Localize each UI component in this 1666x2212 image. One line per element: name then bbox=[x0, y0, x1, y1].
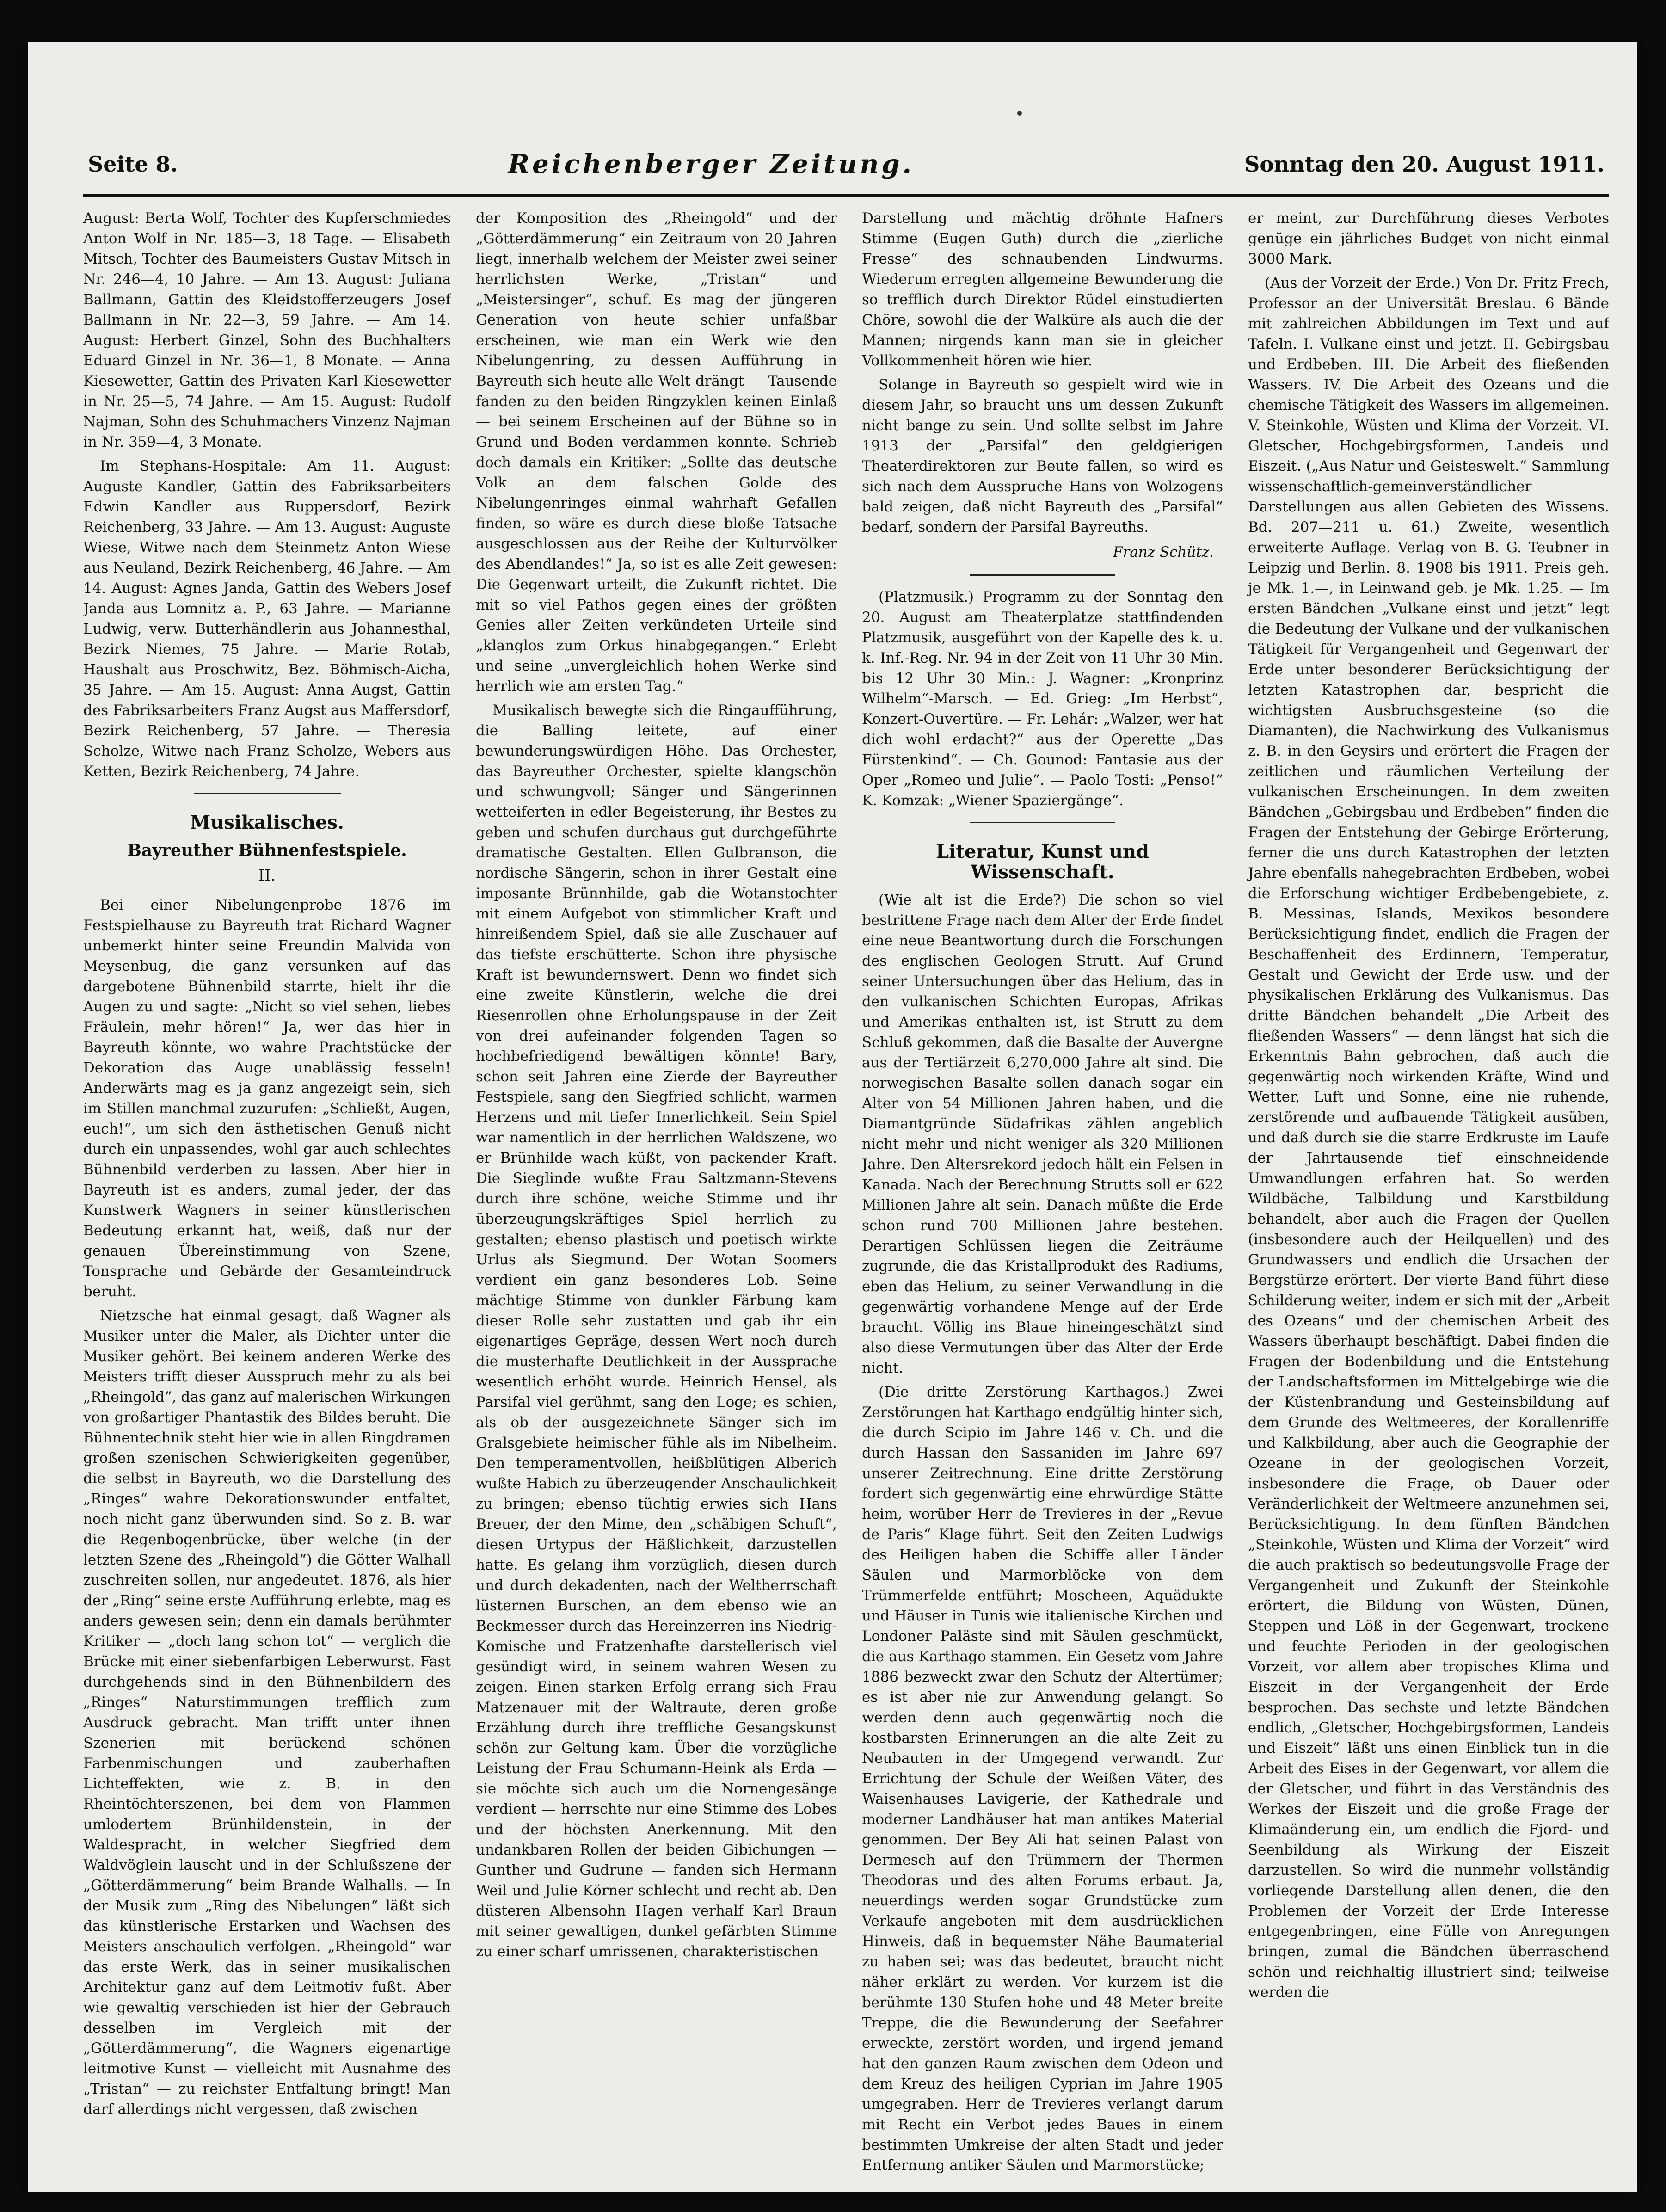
header-rule bbox=[83, 194, 1609, 197]
article-paragraph: Bei einer Nibelungenprobe 1876 im Festspielhause zu Bayreuth trat Richard Wagner unbemerkt hinter seine Freundin Malvida von Meysenbug, die ganz versunken auf das dargebotene Bühnenbild starrte, hielt ihr die Augen zu und sagte: „Nicht so viel sehen, liebes Fräulein, mehr hören!“ Ja, wer das hier in Bayreuth könnte, wo wahre Prachtstücke der Dekoration das Auge unablässig fesseln! Anderwärts mag es ja ganz angezeigt sein, sich im Stillen manchmal zuzurufen: „Schließt, Augen, euch!“, um sich den ästhetischen Genuß nicht durch ein unpassendes, wohl gar auch schlechtes Bühnenbild verderben zu lassen. Aber hier in Bayreuth ist es anders, zumal jeder, der das Kunstwerk Wagners in seiner künstlerischen Bedeutung erkannt hat, weiß, daß nur der genauen Übereinstimmung von Szene, Tonsprache und Gebärde der Gesamteindruck beruht. bbox=[83, 897, 451, 1300]
article-paragraph: Musikalisch bewegte sich die Ringaufführung, die Balling leitete, auf einer bewunderungswürdigen Höhe. Das Orchester, das Bayreuther Orchester, spielte klangschön und schwungvoll; Sänger und Sängerinnen wetteiferten in edler Begeisterung, ihr Bestes zu geben und schufen durchaus gut durchgeführte dramatische Gestalten. Ellen Gulbranson, die nordische Sängerin, schon in ihrer Gestalt eine imposante Brünnhilde, gab die Wotanstochter mit einem Aufgebot von stimmlicher Kraft und hinreißendem Spiel, daß sie alle Zuschauer auf das tiefste erschütterte. Schon ihre physische Kraft ist bewundernswert. Denn wo findet sich eine zweite Künstlerin, welche die drei Riesenrollen ohne Erholungspause in der Zeit von drei aufeinander folgenden Tagen so hochbefriedigend bewältigen könnte! Bary, schon seit Jahren eine Zierde der Bayreuther Festspiele, sang den Siegfried schlicht, warmen Herzens und mit tiefer Innerlichkeit. Sein Spiel war namentlich in der herrlichen Waldszene, wo er Brünhilde wach küßt, von packender Kraft. Die Sieglinde wußte Frau Saltzmann-Stevens durch ihre schöne, weiche Stimme und ihr überzeugungskräftiges Spiel herrlich zu gestalten; ebenso plastisch und poetisch wirkte Urlus als Siegmund. Der Wotan Soomers verdient ein ganz besonderes Lob. Seine mächtige Stimme von dunkler Färbung kam dieser Rolle sehr zustatten und gab ihr ein eigenartiges Gepräge, dessen Wert noch durch die musterhafte Deutlichkeit in der Aussprache wesentlich erhöht wurde. Heinrich Hensel, als Parsifal viel gerühmt, sang den Loge; es schien, als ob der ausgezeichnete Sänger sich im Gralsgebiete heimischer fühle als im Nibelheim. Den temperamentvollen, heißblütigen Alberich wußte Habich zu überzeugender Anschaulichkeit zu bringen; ebenso tüchtig erwies sich Hans Breuer, der den Mime, den „schäbigen Schuft“, diesen Urtypus der Häßlichkeit, darzustellen hatte. Es gelang ihm vorzüglich, diesen durch und durch dekadenten, nach der Weltherrschaft lüsternen Burschen, an dem ebenso wie an Beckmesser durch das Hereinzerren ins Niedrig-Komische und Fratzenhafte darstellerisch viel gesündigt wird, in seinem wahren Wesen zu zeigen. Einen starken Erfolg errang sich Frau Matzenauer mit der Waltraute, deren große Erzählung durch ihre treffliche Gesangskunst schön zur Geltung kam. Über die vorzügliche Leistung der Frau Schumann-Heink als Erda — sie möchte sich auch um die Nornengesänge verdient — herrschte nur eine Stimme des Lobes und der höchsten Anerkennung. Mit den undankbaren Rollen der beiden Gibichungen — Gunther und Gudrune — fanden sich Hermann Weil und Julie Körner schlecht und recht ab. Den düsteren Albensohn Hagen verhalf Karl Braun mit seiner gewaltigen, dunkel gefärbten Stimme zu einer scharf umrissenen, charakteristischen bbox=[476, 702, 837, 1960]
column-4 bbox=[1242, 208, 1609, 2174]
article-paragraph: der Komposition des „Rheingold“ und der „Götterdämmerung“ ein Zeitraum von 20 Jahren liegt, innerhalb welchem der Meister zwei seiner herrlichsten Werke, „Tristan“ und „Meistersinger“, schuf. Es mag der jüngeren Generation von heute schier unfaßbar erscheinen, wie man ein Werk wie den Nibelungenring, zu dessen Aufführung in Bayreuth sich heute alle Welt drängt — Tausende fanden zu den beiden Ringzyklen keinen Einlaß — bei seinem Erscheinen auf der Bühne so in Grund und Boden verdammen konnte. Schrieb doch damals ein Kritiker: „Sollte das deutsche Volk an dem falschen Golde des Nibelungenringes einmal wahrhaft Gefallen finden, so wäre es durch diese bloße Tatsache ausgeschlossen aus der Reihe der Kulturvölker des Abendlandes!“ Ja, so ist es alle Zeit gewesen: Die Gegenwart urteilt, die Zukunft richtet. Die mit so viel Pathos gegen eines der größten Genies aller Zeiten verkündeten Urteile sind „klanglos zum Orkus hinabgegangen.“ Erlebt und seine „unvergleichlich hohen Werke sind herrlich wie am ersten Tag.“ bbox=[476, 210, 837, 695]
death-notices: August: Berta Wolf, Tochter des Kupferschmiedes Anton Wolf in Nr. 185—3, 18 Tage. — Elisabeth Mitsch, Tochter des Baumeisters Gustav Mitsch in Nr. 246—4, 10 Jahre. — Am 13. August: Juliana Ballmann, Gattin des Kleidstofferzeugers Josef Ballmann in Nr. 22—3, 59 Jahre. — Am 14. August: Herbert Ginzel, Sohn des Buchhalters Eduard Ginzel in Nr. 36—1, 8 Monate. — Anna Kiesewetter, Gattin des Privaten Karl Kiesewetter in Nr. 25—5, 74 Jahre. — Am 15. August: Rudolf Najman, Sohn des Schuhmachers Vinzenz Najman in Nr. 359—4, 3 Monate. bbox=[83, 210, 451, 450]
article-paragraph: er meint, zur Durchführung dieses Verbotes genüge ein jährliches Budget von nicht einmal 3000 Mark. bbox=[1248, 210, 1609, 267]
bayreuth-heading: Bayreuther Bühnenfestspiele. bbox=[127, 841, 407, 860]
article-paragraph: Darstellung und mächtig dröhnte Hafners Stimme (Eugen Guth) durch die „zierliche Fresse“ des schnaubenden Lindwurms. Wiederum erregten allgemeine Bewunderung die so trefflich durch Direktor Rüdel einstudierten Chöre, sowohl die der Walküre als auch die der Mannen; nirgends kann man sie in gleicher Vollkommenheit hören wie hier. bbox=[862, 210, 1223, 369]
carthage-article: (Die dritte Zerstörung Karthagos.) Zwei Zerstörungen hat Karthago endgültig hinter sich, die durch Scipio im Jahre 146 v. Ch. und die durch Hassan den Sassaniden im Jahre 697 unserer Zeitrechnung. Eine dritte Zerstörung fordert sich gegenwärtig eine ehrwürdige Stätte heim, worüber Herr de Trevieres in der „Revue de Paris“ Klage führt. Seit den Zeiten Ludwigs des Heiligen haben die Schiffe aller Länder Säulen und Marmorblöcke von dem Trümmerfelde entführt; Moscheen, Aquädukte und Häuser in Tunis wie italienische Kirchen und Londoner Paläste sind mit Säulen geschmückt, die aus Karthago stammen. Ein Gesetz vom Jahre 1886 bezweckt zwar den Schutz der Altertümer; es ist aber nie zur Anwendung gelangt. So werden denn auch gegenwärtig noch die kostbarsten Erinnerungen an die alte Zeit zu Neubauten in der Umgegend verwandt. Zur Errichtung der Schule der Weißen Väter, des Waisenhauses Lavigerie, der Kathedrale und moderner Landhäuser hat man antikes Material genommen. Der Bey Ali hat seinen Palast von Dermesch auf den Trümmern der Thermen Theodoras und des alten Forums erbaut. Ja, neuerdings werden sogar Grundstücke zum Verkaufe angeboten mit dem ausdrücklichen Hinweis, daß in bequemster Nähe Baumaterial zu haben sei; was das bedeutet, braucht nicht näher erklärt zu werden. Vor kurzem ist die berühmte 130 Stufen hohe und 48 Meter breite Treppe, die die Bewunderung der Seefahrer erweckte, zerstört worden, und irgend jemand hat den ganzen Raum zwischen dem Odeon und dem Kreuz des heiligen Cyprian im Jahre 1905 umgegraben. Herr de Trevieres verlangt darum mit Recht ein Verbot jedes Baues in einem bestimmten Umkreise der alten Stadt und jeder Entfernung antiker Säulen und Marmorstücke; bbox=[862, 1384, 1223, 2174]
earth-age-article: (Wie alt ist die Erde?) Die schon so viel bestrittene Frage nach dem Alter der Erde findet eine neue Beantwortung durch die Forschungen des englischen Geologen Strutt. Auf Grund seiner Untersuchungen über das Helium, das in den vulkanischen Schichten Europas, Afrikas und Amerikas enthalten ist, ist Strutt zu dem Schluß gekommen, daß die Basalte der Auvergne aus der Tertiärzeit 6,270,000 Jahre alt sind. Die norwegischen Basalte sollen danach sogar ein Alter von 54 Millionen Jahren haben, und die Diamantgründe Südafrikas zählen angeblich nicht mehr und nicht weniger als 320 Millionen Jahre. Den Altersrekord jedoch hält ein Felsen in Kanada. Nach der Berechnung Strutts soll er 622 Millionen Jahre alt sein. Danach müßte die Erde schon rund 700 Millionen Jahre bestehen. Derartigen Schlüssen liegen die Zeiträume zugrunde, die das Kristallprodukt des Radiums, eben das Helium, zu seiner Verwandlung in die gegenwärtig vorhandene Menge auf der Erde braucht. Völlig ins Blaue hineingeschätzt sind also diese Vermutungen über das Alter der Erde nicht. bbox=[862, 892, 1223, 1376]
masthead: Reichenberger Zeitung. bbox=[508, 149, 914, 179]
column-2 bbox=[469, 208, 837, 2174]
section-divider bbox=[970, 822, 1114, 823]
article-paragraph: Solange in Bayreuth so gespielt wird wie in diesem Jahr, so braucht uns um dessen Zukunft nicht bange zu sein. Und sollte selbst im Jahre 1913 der „Parsifal“ den geldgierigen Theaterdirektoren zur Beute fallen, so wird es sich nach dem Ausspruche Hans von Wolzogens bald zeigen, daß nicht Bayreuth des „Parsifal“ bedarf, sondern der Parsifal Bayreuths. bbox=[862, 376, 1223, 536]
section-divider bbox=[970, 574, 1114, 576]
section-divider bbox=[194, 793, 341, 794]
book-review: (Aus der Vorzeit der Erde.) Von Dr. Fritz Frech, Professor an der Universität Breslau. 6 Bände mit zahlreichen Abbildungen im Text und auf Tafeln. I. Vulkane einst und jetzt. II. Gebirgsbau und Erdbeben. III. Die Arbeit des fließenden Wassers. IV. Die Arbeit des Ozeans und die chemische Tätigkeit des Wassers im allgemeinen. V. Steinkohle, Wüsten und Klima der Vorzeit. VI. Gletscher, Hochgebirgsformen, Landeis und Eiszeit. („Aus Natur und Geisteswelt.“ Sammlung wissenschaftlich-gemeinverständlicher Darstellungen aus allen Gebieten des Wissens. Bd. 207—211 u. 61.) Zweite, wesentlich erweiterte Auflage. Verlag von B. G. Teubner in Leipzig und Berlin. 8. 1908 bis 1911. Preis geh. je Mk. 1.—, in Leinwand geb. je Mk. 1.25. — Im ersten Bändchen „Vulkane einst und jetzt“ legt die Bedeutung der Vulkane und der vulkanischen Tätigkeit für Vergangenheit und Gegenwart der Erde unter besonderer Berücksichtigung der letzten Katastrophen dar, bespricht die wichtigsten Ausbruchsgesteine (so die Diamanten), die Nachwirkung des Vulkanismus z. B. in den Geysirs und erörtert die Fragen der zeitlichen und räumlichen Verteilung der vulkanischen Erscheinungen. In dem zweiten Bändchen „Gebirgsbau und Erdbeben“ finden die Fragen der Entstehung der Gebirge Erörterung, ferner die uns durch Katastrophen der letzten Jahre ebenfalls nahegebrachten Erdbeben, wobei die Erforschung wichtiger Erdbebengebiete, z. B. Messinas, Islands, Mexikos besondere Berücksichtigung findet, endlich die Fragen der Beschaffenheit des Erdinnern, Temperatur, Gestalt und Gewicht der Erde usw. und der physikalischen Erklärung des Vulkanismus. Das dritte Bändchen behandelt „Die Arbeit des fließenden Wassers“ — denn längst hat sich die Erkenntnis Bahn gebrochen, daß auch die gegenwärtig noch wirkenden Kräfte, Wind und Wetter, Luft und Sonne, eine nie ruhende, zerstörende und aufbauende Tätigkeit ausüben, und daß durch sie die starre Erdkruste im Laufe der Jahrtausende tief einschneidende Umwandlungen erfahren hat. So werden Wildbäche, Talbildung und Karstbildung behandelt, aber auch die Fragen der Quellen (insbesondere auch der Heilquellen) und des Grundwassers und endlich die Ursachen der Bergstürze erörtert. Der vierte Band führt diese Schilderung weiter, indem er sich mit der „Arbeit des Ozeans“ und der chemischen Arbeit des Wassers überhaupt beschäftigt. Dabei finden die Fragen der Bodenbildung und die Entstehung der Landschaftsformen im Mittelgebirge wie die der Küstenbrandung und Gesteinsbildung auf dem Grunde des Weltmeeres, der Korallenriffe und Kalkbildung, aber auch die Geographie der Ozeane in der geologischen Vorzeit, insbesondere die Frage, ob Dauer oder Veränderlichkeit der Weltmeere anzunehmen sei, Berücksichtigung. In dem fünften Bändchen „Steinkohle, Wüsten und Klima der Vorzeit“ wird die auch praktisch so bedeutungsvolle Frage der Vergangenheit und Zukunft der Steinkohle erörtert, die Bildung von Wüsten, Dünen, Steppen und Löß in der Gegenwart, trockene und feuchte Perioden in der geologischen Vorzeit, vor allem aber tropisches Klima und Eiszeit in der Vergangenheit der Erde besprochen. Das sechste und letzte Bändchen endlich, „Gletscher, Hochgebirgsformen, Landeis und Eiszeit“ läßt uns einen Einblick tun in die Arbeit des Eises in der Gegenwart, vor allem die der Gletscher, und führt in das Verständnis des Werkes der Eiszeit und die große Frage der Klimaänderung ein, um endlich die Fjord- und Seenbildung als Wirkung der Eiszeit darzustellen. So wird die nunmehr vollständig vorliegende Darstellung allen denen, die den Problemen der Vorzeit der Erde Interesse entgegenbringen, eine Fülle von Anregungen bringen, zumal die Bändchen überraschend schön und reichhaltig illustriert sind; teilweise werden die bbox=[1248, 275, 1609, 2001]
columns bbox=[83, 208, 1609, 2174]
newspaper-page bbox=[28, 42, 1637, 2192]
page-header bbox=[88, 139, 1605, 190]
hospital-death-notices: Im Stephans-Hospitale: Am 11. August: Auguste Kandler, Gattin des Fabriksarbeiters Edwin Kandler aus Ruppersdorf, Bezirk Reichenberg, 33 Jahre. — Am 13. August: Auguste Wiese, Witwe nach dem Steinmetz Anton Wiese aus Neuland, Bezirk Reichenberg, 46 Jahre. — Am 14. August: Agnes Janda, Gattin des Webers Josef Janda aus Lomnitz a. P., 63 Jahre. — Marianne Ludwig, verw. Butterhändlerin aus Johannesthal, Bezirk Niemes, 75 Jahre. — Marie Rotab, Haushalt aus Proschwitz, Bez. Böhmisch-Aicha, 35 Jahre. — Am 15. August: Anna Augst, Gattin des Fabriksarbeiters Franz Augst aus Maffersdorf, Bezirk Reichenberg, 57 Jahre. — Theresia Scholze, Witwe nach Franz Scholze, Webers aus Ketten, Bezirk Reichenberg, 74 Jahre. bbox=[83, 458, 451, 780]
column-1 bbox=[83, 208, 451, 2174]
issue-date: Sonntag den 20. August 1911. bbox=[1244, 152, 1605, 177]
literature-section-heading: Literatur, Kunst und Wissenschaft. bbox=[936, 841, 1149, 883]
column-3 bbox=[855, 208, 1223, 2174]
page-number: Seite 8. bbox=[88, 152, 178, 177]
music-section-heading: Musikalisches. bbox=[190, 812, 344, 833]
author-signature: Franz Schütz. bbox=[1113, 544, 1214, 561]
article-paragraph: Nietzsche hat einmal gesagt, daß Wagner als Musiker unter die Maler, als Dichter unter die Musiker gehört. Bei keinem anderen Werke des Meisters trifft dieser Ausspruch mehr zu als bei „Rheingold“, das ganz auf malerischen Wirkungen von großartiger Phantastik des Bildes beruht. Die Bühnentechnik steht hier wie in allen Ringdramen großen szenischen Schwierigkeiten gegenüber, die selbst in Bayreuth, wo die Darstellung des „Ringes“ wahre Dekorationswunder entfaltet, noch nicht ganz überwunden sind. So z. B. war die Regenbogenbrücke, über welche (in der letzten Szene des „Rheingold“) die Götter Walhall zuschreiten sollen, nur angedeutet. 1876, als hier der „Ring“ seine erste Aufführung erlebte, mag es anders gewesen sein; denn ein damals berühmter Kritiker — „doch lang schon tot“ — verglich die Brücke mit einer siebenfarbigen Leberwurst. Fast durchgehends sind in den Bühnenbildern des „Ringes“ Naturstimmungen trefflich zum Ausdruck gebracht. Man trifft unter ihnen Szenerien mit berückend schönen Farbenmischungen und zauberhaften Lichteffekten, wie z. B. in den Rheintöchterszenen, bei dem von Flammen umlodertem Brünhildenstein, in der Waldespracht, in welcher Siegfried dem Waldvöglein lauscht und in der Schlußszene der „Götterdämmerung“ beim Brande Walhalls. — In der Musik zum „Ring des Nibelungen“ läßt sich das künstlerische Erstarken und Wachsen des Meisters anschaulich verfolgen. „Rheingold“ war das erste Werk, das in seiner musikalischen Architektur ganz auf dem Leitmotiv fußt. Aber wie gewaltig verschieden ist hier der Gebrauch desselben im Vergleich mit der „Götterdämmerung“, die Wagners eigenartige leitmotive Kunst — vielleicht mit Ausnahme des „Tristan“ — zu reichster Entfaltung bringt! Man darf allerdings nicht vergessen, daß zwischen bbox=[83, 1307, 451, 2118]
article-part-number: II. bbox=[258, 866, 276, 885]
print-speck bbox=[1017, 111, 1022, 116]
platzmusik-notice: (Platzmusik.) Programm zu der Sonntag den 20. August am Theaterplatze stattfindenden Platzmusik, ausgeführt von der Kapelle des k. u. k. Inf.-Reg. Nr. 94 in der Zeit von 11 Uhr 30 Min. bis 12 Uhr 30 Min.: J. Wagner: „Kronprinz Wilhelm“-Marsch. — Ed. Grieg: „Im Herbst“, Konzert-Ouvertüre. — Fr. Lehár: „Walzer, wer hat dich wohl erdacht?“ aus der Operette „Das Fürstenkind“. — Ch. Gounod: Fantasie aus der Oper „Romeo und Julie“. — Paolo Tosti: „Penso!“ K. Komzak: „Wiener Spaziergänge“. bbox=[862, 589, 1223, 809]
